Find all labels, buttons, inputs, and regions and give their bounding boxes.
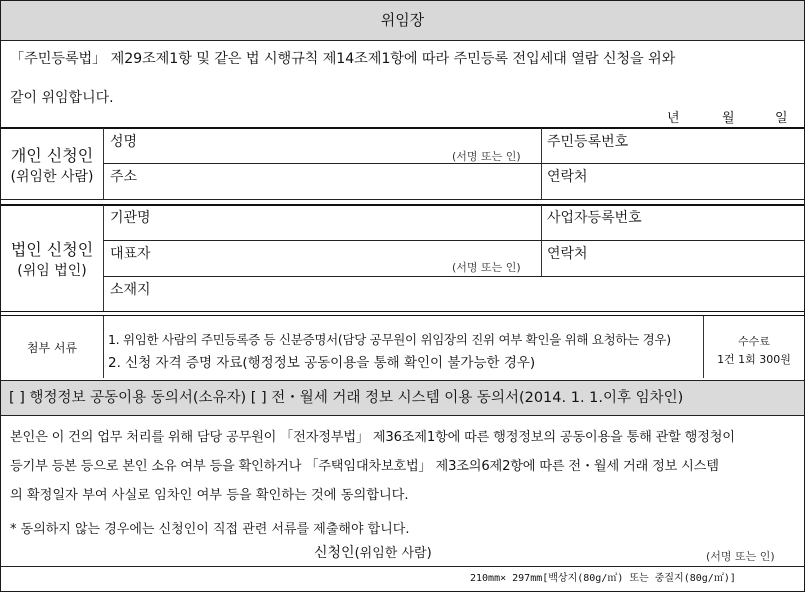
column-divider <box>103 205 104 311</box>
org-name-label: 기관명 <box>110 210 151 226</box>
signature-hint: (서명 또는 인) <box>706 550 775 563</box>
applicant-sublabel: (위임한 사람) <box>354 546 432 561</box>
address-label: 주소 <box>110 169 138 185</box>
row-divider <box>103 276 804 277</box>
date-month-label: 월 <box>722 111 735 126</box>
form-title: 위임장 <box>1 1 804 41</box>
attachment-item-1: 1. 위임한 사람의 주민등록증 등 신분증명서(담당 공무원이 위임장의 진위 여부 확인을 위해 요청하는 경우) <box>108 332 671 347</box>
location-label: 소재지 <box>110 282 151 298</box>
row-divider <box>103 240 804 241</box>
corporate-applicant-subtitle: (위임 법인) <box>17 263 87 280</box>
contact-label: 연락처 <box>547 246 588 262</box>
attachment-item-2: 2. 신청 자격 증명 자료(행정정보 공동이용을 통해 확인이 불가능한 경우) <box>108 355 536 371</box>
corporate-applicant-label <box>1 238 103 281</box>
date-year-label: 년 <box>667 111 680 126</box>
signature-hint: (서명 또는 인) <box>452 150 521 163</box>
signature-hint: (서명 또는 인) <box>452 261 521 274</box>
business-number-label: 사업자등록번호 <box>547 210 642 226</box>
date-day-label: 일 <box>775 111 788 126</box>
intro-line-1: 「주민등록법」 제29조제1항 및 같은 법 시행규칙 제14조제1항에 따라 주민등록 전입세대 열람 신청을 위와 <box>10 51 676 67</box>
section-divider <box>1 127 804 129</box>
contact-label: 연락처 <box>547 169 588 185</box>
consent-header <box>1 380 804 416</box>
individual-applicant-subtitle: (위임한 사람) <box>10 169 94 186</box>
applicant-label: 신청인 <box>314 545 355 561</box>
consent-line-3: 의 확정일자 부여 사실로 임차인 여부 등을 확인하는 것에 동의합니다. <box>10 488 409 503</box>
attachments-label: 첨부 서류 <box>26 341 78 355</box>
footer-divider <box>1 566 804 567</box>
representative-label: 대표자 <box>110 246 151 262</box>
consent-header-text: [ ] 행정정보 공동이용 동의서(소유자) [ ] 전・월세 거래 정보 시스템 이용 동의서(2014. 1. 1.이후 임차인) <box>9 390 684 406</box>
applicant-signature-line <box>314 542 432 562</box>
intro-line-2: 같이 위임합니다. <box>10 90 114 106</box>
row-divider <box>1 199 804 200</box>
consent-note: * 동의하지 않는 경우에는 신청인이 직접 관련 서류를 제출해야 합니다. <box>10 522 410 537</box>
corporate-applicant-title: 법인 신청인 <box>10 240 94 259</box>
individual-applicant-title: 개인 신청인 <box>10 146 94 165</box>
consent-line-1: 본인은 이 건의 업무 처리를 위해 담당 공무원이 「전자정부법」 제36조제1항에 따른 행정정보의 공동이용을 통해 관할 행정청이 <box>10 430 735 445</box>
section-divider <box>1 204 804 206</box>
section-divider <box>1 311 804 316</box>
rrn-label: 주민등록번호 <box>547 134 629 150</box>
paper-spec: 210mm× 297mm[백상지(80g/㎡) 또는 중질지(80g/㎡)] <box>470 573 736 584</box>
name-label: 성명 <box>110 134 138 150</box>
individual-applicant-label <box>1 144 103 187</box>
column-divider <box>103 316 104 378</box>
fee-label: 수수료 <box>738 335 770 348</box>
fee-value: 1건 1회 300원 <box>717 353 791 366</box>
consent-line-2: 등기부 등본 등으로 본인 소유 여부 등을 확인하거나 「주택임대차보호법」 제3조의6제2항에 따른 전・월세 거래 정보 시스템 <box>10 459 719 474</box>
